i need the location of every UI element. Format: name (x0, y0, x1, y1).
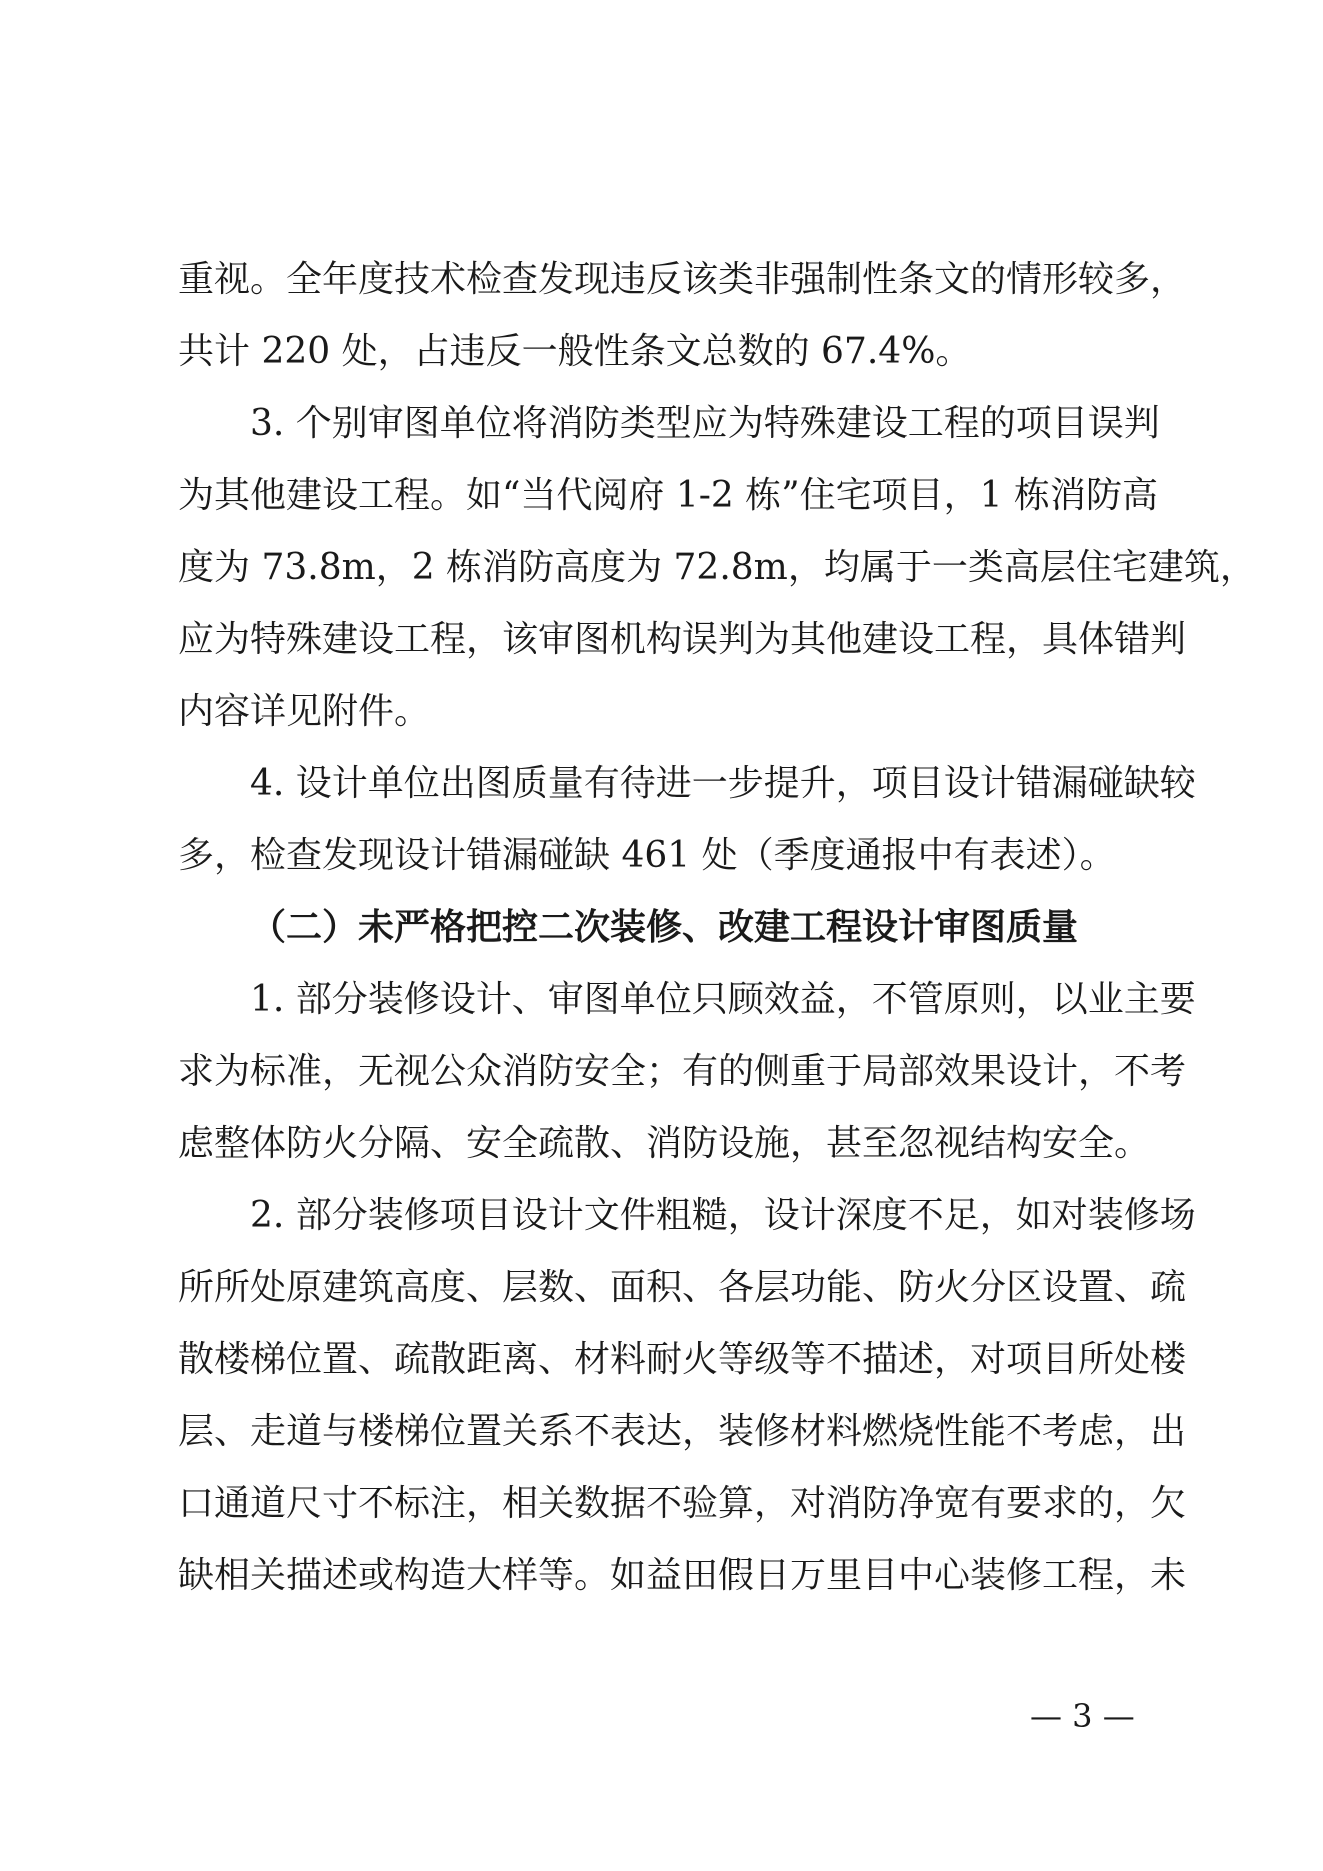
text-line-14: 2. 部分装修项目设计文件粗糙，设计深度不足，如对装修场 (250, 1195, 1196, 1236)
text-line-2: 共计 220 处，占违反一般性条文总数的 67.4%。 (178, 331, 972, 372)
text-line-8: 4. 设计单位出图质量有待进一步提升，项目设计错漏碰缺较 (250, 763, 1196, 804)
text-line-16: 散楼梯位置、疏散距离、材料耐火等级等不描述，对项目所处楼 (178, 1339, 1187, 1380)
text-line-12: 求为标准，无视公众消防安全；有的侧重于局部效果设计，不考 (178, 1051, 1187, 1092)
text-line-3: 3. 个别审图单位将消防类型应为特殊建设工程的项目误判 (250, 403, 1160, 444)
text-line-15: 所所处原建筑高度、层数、面积、各层功能、防火分区设置、疏 (178, 1267, 1187, 1308)
text-line-1: 重视。全年度技术检查发现违反该类非强制性条文的情形较多， (178, 259, 1187, 300)
text-line-6: 应为特殊建设工程，该审图机构误判为其他建设工程，具体错判 (178, 619, 1187, 660)
page-number: — 3 — (1030, 1697, 1135, 1735)
section-heading: （二）未严格把控二次装修、改建工程设计审图质量 (250, 907, 1079, 948)
text-line-18: 口通道尺寸不标注，相关数据不验算，对消防净宽有要求的，欠 (178, 1483, 1187, 1524)
text-line-4: 为其他建设工程。如“当代阅府 1-2 栋”住宅项目，1 栋消防高 (178, 475, 1159, 516)
text-line-17: 层、走道与楼梯位置关系不表达，装修材料燃烧性能不考虑，出 (178, 1411, 1187, 1452)
text-line-19: 缺相关描述或构造大样等。如益田假日万里目中心装修工程，未 (178, 1555, 1187, 1596)
text-line-9: 多，检查发现设计错漏碰缺 461 处（季度通报中有表述）。 (178, 835, 1116, 876)
text-line-13: 虑整体防火分隔、安全疏散、消防设施，甚至忽视结构安全。 (178, 1123, 1151, 1164)
text-line-7: 内容详见附件。 (178, 691, 431, 732)
text-line-11: 1. 部分装修设计、审图单位只顾效益，不管原则，以业主要 (250, 979, 1196, 1020)
text-line-5: 度为 73.8m，2 栋消防高度为 72.8m，均属于一类高层住宅建筑， (178, 547, 1256, 588)
